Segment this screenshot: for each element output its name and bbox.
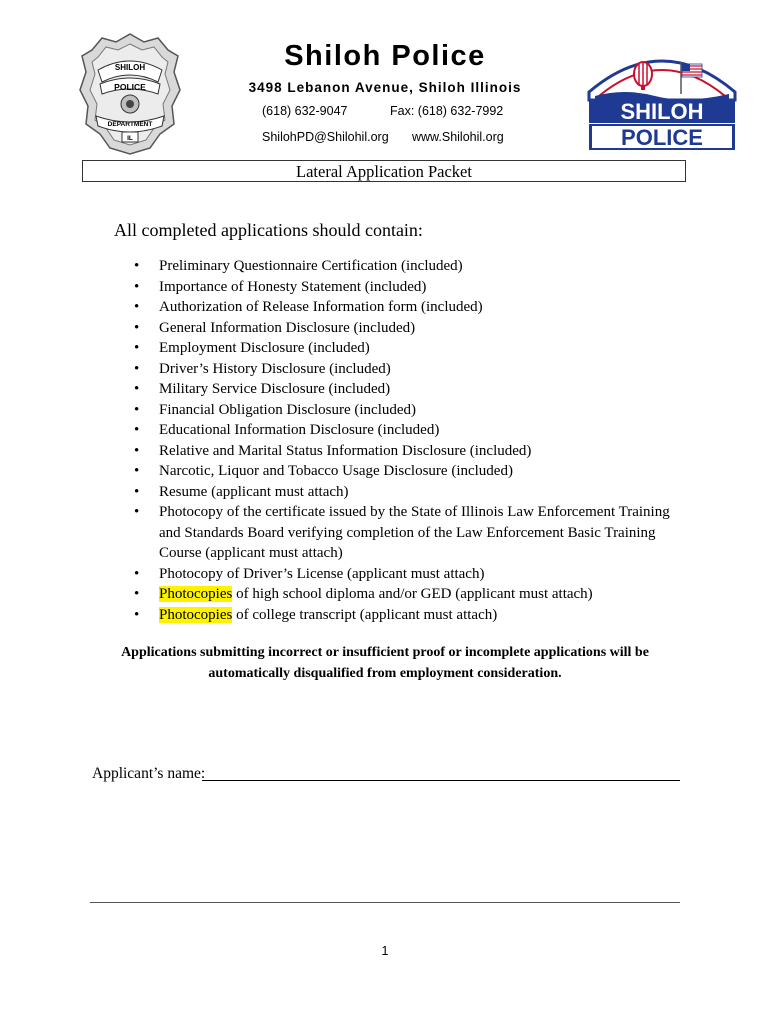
badge-text-line3: DEPARTMENT: [107, 121, 153, 128]
logo-text-line1: SHILOH: [620, 99, 704, 124]
bullet-icon: •: [134, 319, 140, 336]
shiloh-police-logo-icon: [585, 44, 739, 152]
bullet-icon: •: [134, 504, 140, 520]
list-item: • Photocopies of college transcript (applicant must attach): [134, 605, 694, 626]
bullet-icon: •: [134, 401, 140, 418]
department-email: ShilohPD@Shilohil.org: [262, 130, 389, 144]
logo-text-line2: POLICE: [621, 125, 703, 150]
bullet-icon: •: [134, 463, 140, 479]
bullet-icon: •: [134, 565, 140, 582]
bullet-icon: •: [134, 340, 140, 356]
list-item: • General Information Disclosure (included): [134, 318, 694, 339]
badge-text-line1: SHILOH: [114, 63, 146, 72]
list-item: • Photocopy of the certificate issued by the State of Illinois Law Enforcement Training and Standards Board verifying completion of the Law Enforcement Basic Training Course (applicant must attach): [134, 504, 670, 561]
list-item: • Resume (applicant must attach): [134, 482, 694, 503]
badge-text-line2: POLICE: [114, 82, 146, 92]
list-item: • Educational Information Disclosure (included): [134, 420, 694, 441]
footer-divider: [90, 902, 680, 903]
list-item: • Driver’s History Disclosure (included): [134, 359, 694, 380]
bullet-icon: •: [134, 483, 140, 500]
list-item: • Military Service Disclosure (included): [134, 379, 694, 400]
department-fax: Fax: (618) 632-7992: [390, 104, 504, 118]
bullet-icon: •: [134, 442, 140, 459]
list-item: • Preliminary Questionnaire Certification (included): [134, 256, 694, 277]
list-item: • Authorization of Release Information form (included): [134, 297, 694, 318]
list-item: • Photocopy of Driver’s License (applicant must attach): [134, 564, 694, 585]
list-item: • Importance of Honesty Statement (included): [134, 277, 694, 298]
list-item: • Relative and Marital Status Information Disclosure (included): [134, 441, 694, 462]
department-phone: (618) 632-9047: [262, 104, 348, 118]
packet-title: Lateral Application Packet: [82, 160, 686, 182]
highlighted-text: Photocopies: [159, 606, 233, 623]
bullet-icon: •: [134, 381, 140, 397]
list-item: • Employment Disclosure (included): [134, 338, 694, 359]
page-number: 1: [381, 944, 389, 958]
requirements-list: [134, 256, 694, 625]
bullet-icon: •: [134, 278, 140, 295]
bullet-icon: •: [134, 360, 140, 377]
disqualification-warning: Applications submitting incorrect or insufficient proof or incomplete applications will be automatically disqualified from employment consideration.: [121, 645, 649, 681]
bullet-icon: •: [134, 422, 140, 438]
list-item: • Narcotic, Liquor and Tobacco Usage Disclosure (included): [134, 461, 694, 482]
bullet-icon: •: [134, 258, 140, 274]
requirements-intro: All completed applications should contain:: [114, 220, 423, 240]
list-item: • Financial Obligation Disclosure (included): [134, 400, 694, 421]
badge-text-state: IL: [127, 135, 133, 142]
list-item: • Photocopies of high school diploma and/or GED (applicant must attach): [134, 584, 694, 605]
highlighted-text: Photocopies: [159, 586, 233, 602]
bullet-icon: •: [134, 299, 140, 315]
department-name: Shiloh Police: [284, 40, 486, 72]
police-badge-icon: [78, 32, 182, 156]
bullet-icon: •: [134, 586, 140, 602]
bullet-icon: •: [134, 606, 140, 623]
department-website: www.Shilohil.org: [412, 130, 504, 144]
applicant-name-field[interactable]: [202, 780, 680, 781]
department-address: 3498 Lebanon Avenue, Shiloh Illinois: [248, 80, 522, 95]
applicant-name-label: Applicant’s name:: [92, 765, 206, 782]
